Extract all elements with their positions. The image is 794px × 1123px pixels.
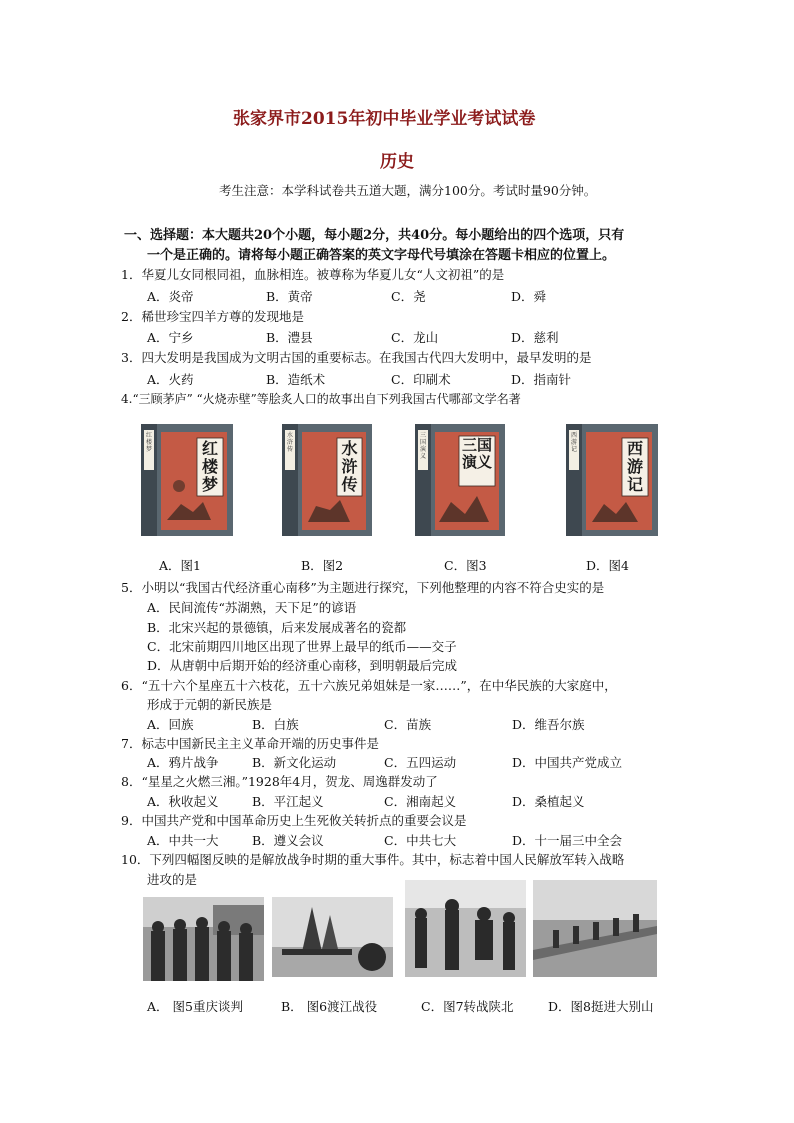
figure-3-spine: 三国演义	[419, 432, 426, 460]
q9-option-b[interactable]: B．遵义会议	[252, 833, 324, 848]
subject-heading: 历史	[380, 152, 414, 172]
section-instructions-line2: 一个是正确的。请将每小题正确答案的英文字母代号填涂在答题卡相应的位置上。	[147, 248, 616, 263]
figure-7-photo	[405, 880, 526, 981]
q9-option-c[interactable]: C．中共七大	[384, 833, 457, 848]
figure-3-book	[415, 424, 505, 536]
figure-8-photo	[533, 880, 657, 981]
question-6-stem-line2: 形成于元朝的新民族是	[147, 697, 273, 712]
question-10-stem-line1: 10．下列四幅图反映的是解放战争时期的重大事件。其中，标志着中国人民解放军转入战略	[121, 852, 625, 867]
q3-option-b[interactable]: B．造纸术	[266, 372, 326, 387]
figure-4-spine: 西游记	[570, 432, 577, 453]
q2-option-d[interactable]: D．慈利	[511, 330, 559, 345]
figure-5-photo	[143, 897, 264, 985]
figure-1-book	[141, 424, 233, 536]
q6-option-a[interactable]: A．回族	[147, 717, 194, 732]
q5-option-a[interactable]: A．民间流传“苏湖熟，天下足”的谚语	[147, 600, 357, 615]
q8-option-c[interactable]: C．湘南起义	[384, 794, 457, 809]
q8-option-b[interactable]: B．平江起义	[252, 794, 324, 809]
q4-option-b[interactable]: B．图2	[301, 558, 344, 573]
q6-option-d[interactable]: D．维吾尔族	[512, 717, 585, 732]
q10-option-d[interactable]: D．图8挺进大别山	[548, 999, 654, 1014]
q1-option-d[interactable]: D．舜	[511, 289, 547, 304]
q8-option-d[interactable]: D．桑植起义	[512, 794, 585, 809]
q1-option-a[interactable]: A．炎帝	[147, 289, 194, 304]
question-1-stem: 1．华夏儿女同根同祖，血脉相连。被尊称为华夏儿女“人文初祖”的是	[121, 267, 505, 282]
q6-option-c[interactable]: C．苗族	[384, 717, 432, 732]
q8-option-a[interactable]: A．秋收起义	[147, 794, 219, 809]
q10-option-a[interactable]: A． 图5重庆谈判	[147, 999, 243, 1014]
question-6-stem-line1: 6．“五十六个星座五十六枝花，五十六族兄弟姐妹是一家……”，在中华民族的大家庭中，	[121, 678, 617, 693]
figure-4-title: 西游记	[626, 439, 643, 494]
q9-option-d[interactable]: D．十一届三中全会	[512, 833, 623, 848]
question-8-stem: 8．“星星之火燃三湘。”1928年4月，贺龙、周逸群发动了	[121, 774, 438, 789]
q7-option-c[interactable]: C．五四运动	[384, 755, 457, 770]
figure-3-title: 三国演义	[461, 436, 492, 471]
q7-option-d[interactable]: D．中国共产党成立	[512, 755, 623, 770]
q4-option-a[interactable]: A．图1	[159, 558, 201, 573]
q9-option-a[interactable]: A．中共一大	[147, 833, 219, 848]
q4-option-d[interactable]: D．图4	[586, 558, 629, 573]
section-instructions-line1: 一、选择题：本大题共20个小题，每小题2分，共40分。每小题给出的四个选项，只有	[124, 228, 625, 243]
q10-option-c[interactable]: C．图7转战陕北	[421, 999, 514, 1014]
q7-option-b[interactable]: B．新文化运动	[252, 755, 337, 770]
q2-option-a[interactable]: A．宁乡	[147, 330, 194, 345]
figure-6-photo	[272, 897, 393, 981]
figure-2-spine: 水浒传	[286, 432, 293, 453]
q4-option-c[interactable]: C．图3	[444, 558, 487, 573]
figure-1-spine: 红楼梦	[145, 432, 152, 453]
q3-option-c[interactable]: C．印刷术	[391, 372, 451, 387]
q10-option-b[interactable]: B． 图6渡江战役	[281, 999, 378, 1014]
figure-2-title: 水浒传	[341, 439, 358, 494]
q6-option-b[interactable]: B．白族	[252, 717, 299, 732]
q3-option-a[interactable]: A．火药	[147, 372, 194, 387]
q1-option-b[interactable]: B．黄帝	[266, 289, 313, 304]
q3-option-d[interactable]: D．指南针	[511, 372, 572, 387]
q1-option-c[interactable]: C．尧	[391, 289, 426, 304]
exam-notice: 考生注意：本学科试卷共五道大题，满分100分。考试时量90分钟。	[219, 183, 597, 198]
q7-option-a[interactable]: A．鸦片战争	[147, 755, 219, 770]
q5-option-c[interactable]: C．北宋前期四川地区出现了世界上最早的纸币——交子	[147, 639, 457, 654]
question-4-stem: 4.“三顾茅庐” “火烧赤壁”等脍炙人口的故事出自下列我国古代哪部文学名著	[121, 392, 521, 406]
question-3-stem: 3．四大发明是我国成为文明古国的重要标志。在我国古代四大发明中，最早发明的是	[121, 350, 592, 365]
question-7-stem: 7．标志中国新民主主义革命开端的历史事件是	[121, 736, 379, 751]
q2-option-c[interactable]: C．龙山	[391, 330, 439, 345]
q5-option-d[interactable]: D．从唐朝中后期开始的经济重心南移，到明朝最后完成	[147, 658, 458, 673]
question-2-stem: 2．稀世珍宝四羊方尊的发现地是	[121, 309, 304, 324]
figure-2-book	[282, 424, 372, 536]
question-9-stem: 9．中国共产党和中国革命历史上生死攸关转折点的重要会议是	[121, 813, 467, 828]
q2-option-b[interactable]: B．澧县	[266, 330, 313, 345]
figure-4-book	[566, 424, 658, 536]
question-5-stem: 5．小明以“我国古代经济重心南移”为主题进行探究，下列他整理的内容不符合史实的是	[121, 580, 605, 595]
question-10-stem-line2: 进攻的是	[147, 872, 198, 887]
figure-1-title: 红楼梦	[201, 439, 218, 494]
exam-title: 张家界市2015年初中毕业学业考试试卷	[233, 109, 536, 129]
q5-option-b[interactable]: B．北宋兴起的景德镇，后来发展成著名的瓷都	[147, 620, 407, 635]
